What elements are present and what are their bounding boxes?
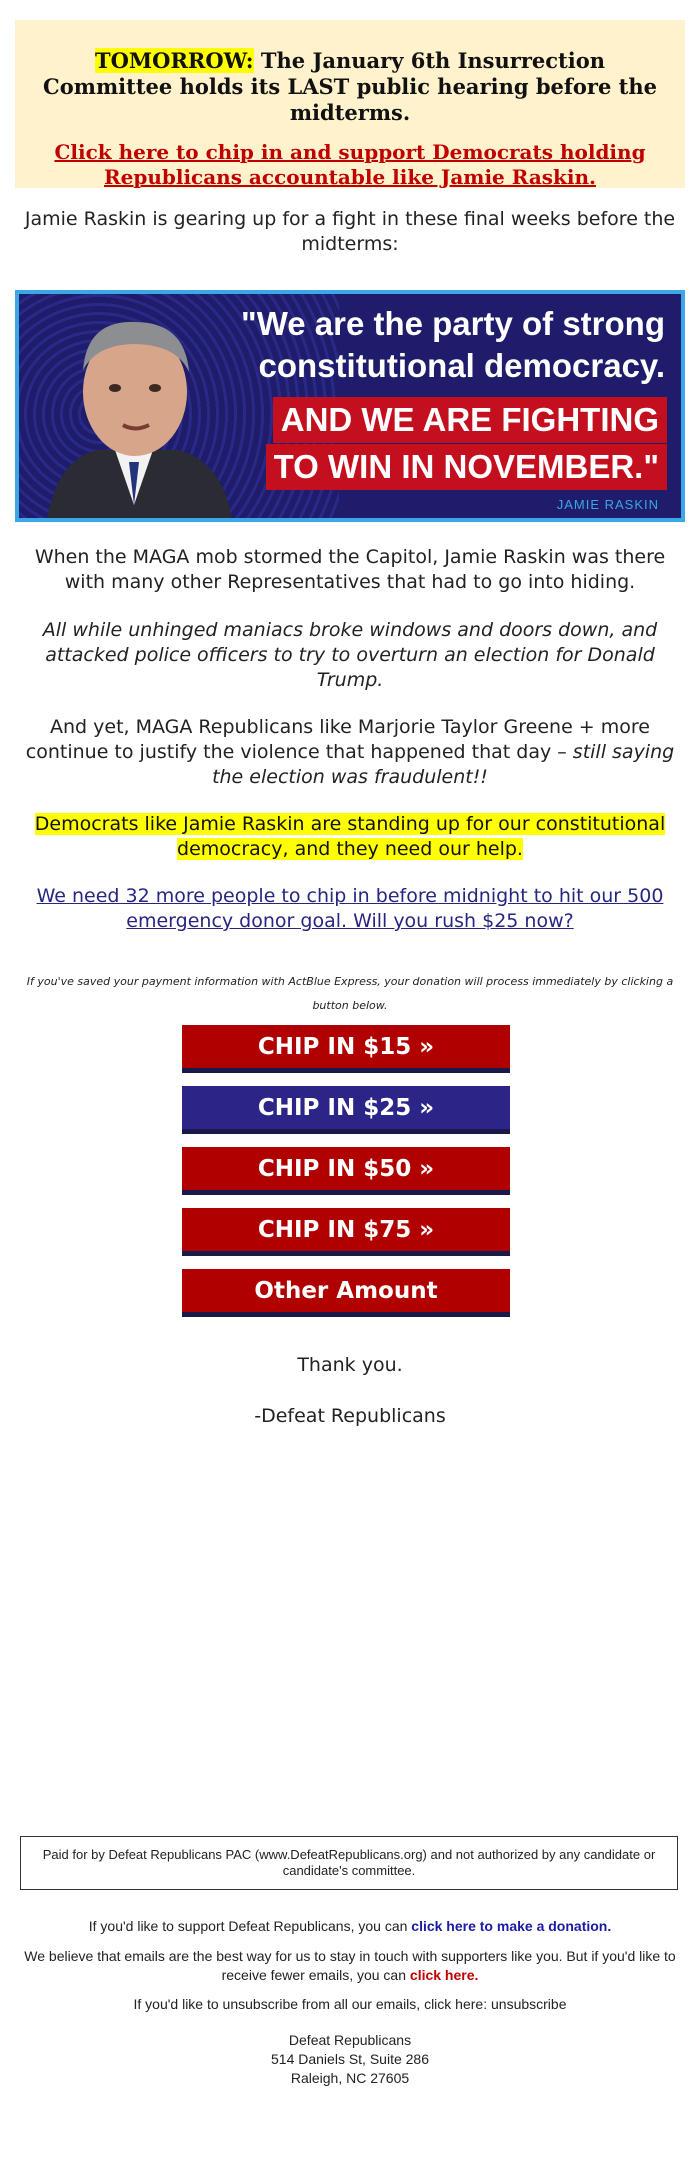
paragraph-maga-italic: still saying the election was fraudulent!! (212, 741, 675, 788)
org-city: Raleigh, NC 27605 (290, 2070, 410, 2086)
alert-donate-link[interactable]: Click here to chip in and support Democrats holding Republicans accountable like Jamie Raskin. (54, 140, 646, 189)
quote-red-line-1: AND WE ARE FIGHTING (273, 397, 667, 443)
quote-red-line-2: TO WIN IN NOVEMBER." (266, 444, 667, 490)
intro-text: Jamie Raskin is gearing up for a fight in these final weeks before the midterms: (24, 208, 676, 255)
support-line (20, 1917, 680, 1936)
paragraph-help (12, 812, 688, 862)
alert-headline-text: The January 6th Insurrection Committee holds its LAST public hearing before the midterms. (43, 48, 657, 125)
chip-in-15-button[interactable]: CHIP IN $15 » (182, 1025, 510, 1073)
support-text: If you'd like to support Defeat Republicans, you can (88, 1918, 412, 1934)
org-street: 514 Daniels St, Suite 286 (271, 2051, 429, 2067)
unsubscribe-link[interactable]: unsubscribe (491, 1996, 567, 2012)
actblue-express-note: If you've saved your payment information with ActBlue Express, your donation will process immediately by clicking a button below. (26, 975, 674, 1012)
banner-signature: JAMIE RASKIN (556, 497, 659, 512)
fewer-emails-link[interactable]: click here. (409, 1967, 479, 1983)
chip-in-50-button[interactable]: CHIP IN $50 » (182, 1147, 510, 1195)
org-name: Defeat Republicans (288, 2032, 412, 2048)
alert-highlight: TOMORROW: (94, 48, 254, 73)
quote-line-2: constitutional democracy. (258, 347, 665, 384)
paid-for-disclaimer: Paid for by Defeat Republicans PAC (www.DefeatRepublicans.org) and not authorized by any candidate or candidate's committee. (20, 1836, 678, 1890)
ask-paragraph (12, 884, 688, 934)
chip-in-25-button[interactable]: CHIP IN $25 » (182, 1086, 510, 1134)
quote-banner[interactable] (15, 290, 685, 522)
alert-headline (35, 48, 665, 126)
paragraph-capitol: When the MAGA mob stormed the Capitol, Jamie Raskin was there with many other Representatives that had to go into hiding. (34, 546, 666, 593)
make-donation-link[interactable]: click here to make a donation. (411, 1918, 612, 1934)
unsubscribe-text: If you'd like to unsubscribe from all our emails, click here: (133, 1996, 491, 2012)
fewer-emails-line (20, 1947, 680, 1985)
ask-donate-link[interactable]: We need 32 more people to chip in before midnight to hit our 500 emergency donor goal. Will you rush $25 now? (36, 885, 664, 932)
unsubscribe-line (20, 1995, 680, 2014)
fewer-emails-text: We believe that emails are the best way for us to stay in touch with supporters like you. But if you'd like to receive fewer emails, you can (24, 1948, 676, 1983)
quote-line-1: "We are the party of strong (241, 305, 665, 342)
thanks-text: Thank you. (297, 1354, 403, 1376)
alert-box (15, 20, 685, 188)
signoff-text: -Defeat Republicans (254, 1405, 446, 1427)
highlighted-help-text: Democrats like Jamie Raskin are standing up for our constitutional democracy, and they need our help. (34, 813, 666, 860)
paragraph-maniacs: All while unhinged maniacs broke windows and doors down, and attacked police officers to try to overturn an election for Donald Trump. (42, 619, 658, 691)
paragraph-maga-text: And yet, MAGA Republicans like Marjorie Taylor Greene + more continue to justify the violence that happened that day – (25, 716, 650, 763)
raskin-photo (27, 300, 242, 520)
other-amount-button[interactable]: Other Amount (182, 1269, 510, 1317)
paragraph-maga (12, 715, 688, 790)
chip-in-75-button[interactable]: CHIP IN $75 » (182, 1208, 510, 1256)
